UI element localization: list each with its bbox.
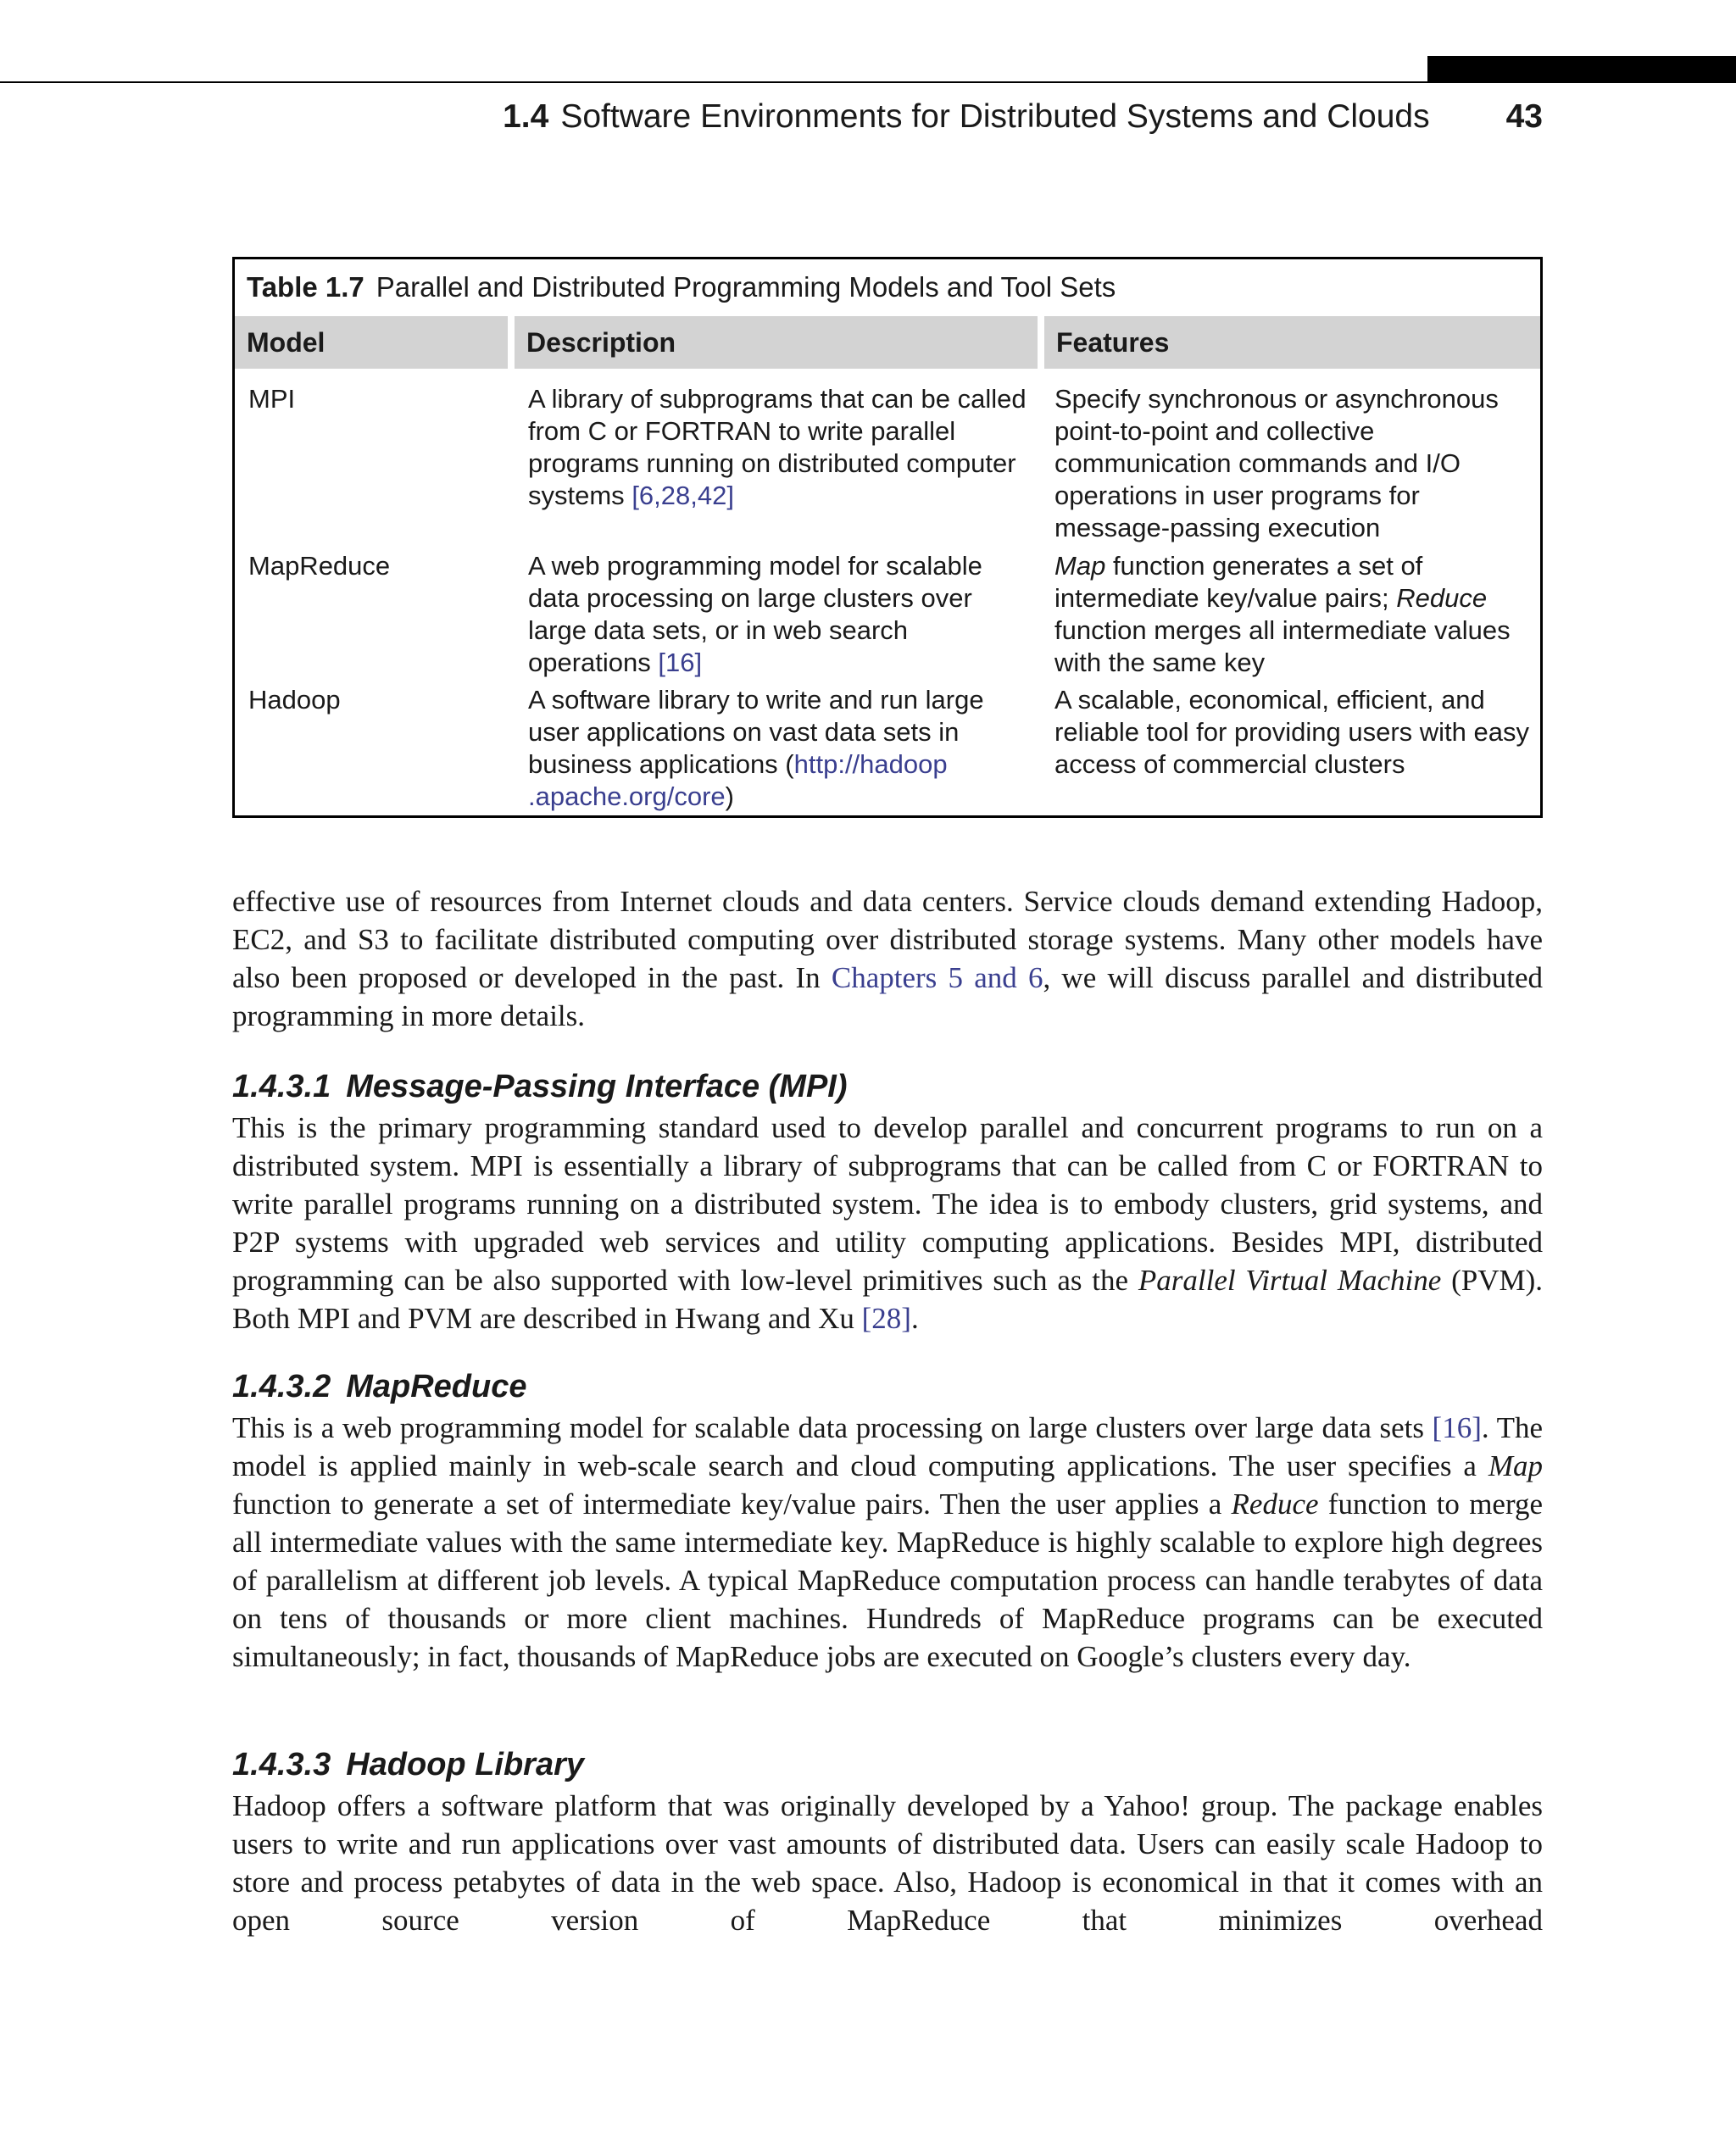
description-text: A library of subprograms that can be called from C or FORTRAN to write parallel programs running on distributed computer systems	[528, 384, 1027, 510]
table-cell-features	[1054, 550, 1529, 679]
citation-link[interactable]: [16]	[1432, 1411, 1482, 1444]
table-header-row	[235, 316, 1540, 369]
section-title: Message-Passing Interface (MPI)	[346, 1069, 848, 1104]
section-number: 1.4.3.3	[232, 1747, 331, 1782]
table-header-features: Features	[1044, 316, 1540, 369]
running-head-title: Software Environments for Distributed Systems and Clouds	[560, 98, 1430, 135]
running-head	[232, 92, 1543, 142]
features-text: function merges all intermediate values with the same key	[1054, 615, 1511, 677]
section-title: MapReduce	[346, 1369, 527, 1404]
paragraph-text: (PVM). Both MPI and PVM are described in Hwang and Xu	[232, 1264, 1544, 1335]
section-heading-mpi	[232, 1066, 1543, 1107]
features-text: function generates a set of intermediate key/value pairs;	[1054, 551, 1423, 613]
paragraph-text: function to generate a set of intermediate key/value pairs. Then the user applies a	[232, 1488, 1222, 1521]
page-number: 43	[1505, 98, 1543, 135]
mpi-paragraph	[232, 1109, 1543, 1337]
hadoop-paragraph: Hadoop offers a software platform that was originally developed by a Yahoo! group. The package enables users to write and run applications over vast amounts of distributed data. Users can easily scale Hadoop to store and process petabytes of data in the web space. Also, Hadoop is economical in that it comes with an open source version of MapReduce that minimizes overhead	[232, 1789, 1543, 1937]
section-number: 1.4.3.2	[232, 1369, 331, 1404]
table-1-7	[232, 257, 1543, 818]
hadoop-url-link[interactable]: http://hadoop .apache.org/core	[528, 749, 948, 811]
header-rule	[0, 81, 1736, 83]
section-number: 1.4.3.1	[232, 1069, 331, 1104]
table-cell-model: MPI	[248, 384, 296, 414]
paragraph-text: function to merge all intermediate values with the same intermediate key. MapReduce is highly scalable to explore high degrees of parallelism at different job levels. A typical MapReduce computation process can handle terabytes of data on tens of thousands or more client machines. Hundreds of MapReduce programs can be executed simultaneously; in fact, thousands of MapReduce jobs are executed on Google’s clusters every day.	[232, 1488, 1544, 1673]
paragraph-text: effective use of resources from Internet clouds and data centers. Service clouds demand extending Hadoop, EC2, and S3 to facilitate distributed computing over distributed storage systems. Many other models have also been proposed or developed in the past. In	[232, 885, 1543, 994]
section-heading-hadoop	[232, 1744, 1543, 1785]
table-cell-model: MapReduce	[248, 551, 391, 581]
running-head-section-number: 1.4	[503, 98, 549, 135]
page-corner-tab	[1427, 56, 1736, 83]
features-reduce-term: Reduce	[1396, 583, 1488, 613]
table-cell-features: Specify synchronous or asynchronous point-to-point and collective communication commands and I/O operations in user programs for message-passing execution	[1054, 384, 1499, 542]
table-cell-description: A software library to write and run large user applications on vast data sets in business applications (http://hadoop .apache.org/core)	[528, 685, 984, 811]
pvm-term: Parallel Virtual Machine	[1138, 1264, 1442, 1297]
map-term: Map	[1488, 1449, 1543, 1482]
paragraph-text: , we will discuss parallel and distributed programming in more details.	[232, 961, 1544, 1032]
paragraph-end: .	[910, 1302, 919, 1335]
table-caption-text: Parallel and Distributed Programming Models and Tool Sets	[376, 271, 1116, 303]
chapters-link[interactable]: Chapters 5 and 6	[831, 961, 1043, 994]
features-map-term: Map	[1054, 551, 1106, 581]
citation-link[interactable]: [28]	[861, 1302, 911, 1335]
table-header-model: Model	[235, 316, 508, 369]
table-caption	[247, 271, 1116, 303]
paragraph-text: This is the primary programming standard used to develop parallel and concurrent programs to run on a distributed system. MPI is essentially a library of subprograms that can be called from C or FORTRAN to write parallel programs running on a distributed system. The idea is to embody clusters, grid systems, and P2P systems with upgraded web services and utility computing applications. Besides MPI, distributed programming can be also supported with low-level primitives such as the	[232, 1111, 1543, 1297]
reduce-term: Reduce	[1231, 1488, 1319, 1521]
paragraph-text: This is a web programming model for scalable data processing on large clusters over large data sets	[232, 1411, 1424, 1444]
citation-link[interactable]: [6,28,42]	[632, 481, 734, 510]
table-header-description: Description	[515, 316, 1038, 369]
table-cell-features: A scalable, economical, efficient, and reliable tool for providing users with easy access of commercial clusters	[1054, 685, 1529, 779]
section-title: Hadoop Library	[346, 1747, 585, 1782]
mapreduce-paragraph	[232, 1409, 1543, 1676]
table-cell-model: Hadoop	[248, 685, 341, 715]
description-text: A web programming model for scalable data processing on large clusters over large data sets, or in web search operations	[528, 551, 982, 677]
table-cell-description	[528, 550, 1028, 679]
description-text: A software library to write and run large user applications on vast data sets in business applications	[528, 685, 984, 779]
table-cell-description	[528, 383, 1028, 512]
paragraph-text: . The model is applied mainly in web-scale search and cloud computing applications. The user specifies a	[232, 1411, 1543, 1482]
citation-link[interactable]: [16]	[658, 648, 703, 677]
table-label: Table 1.7	[247, 271, 364, 303]
intro-paragraph	[232, 882, 1543, 1035]
section-heading-mapreduce	[232, 1366, 1543, 1407]
